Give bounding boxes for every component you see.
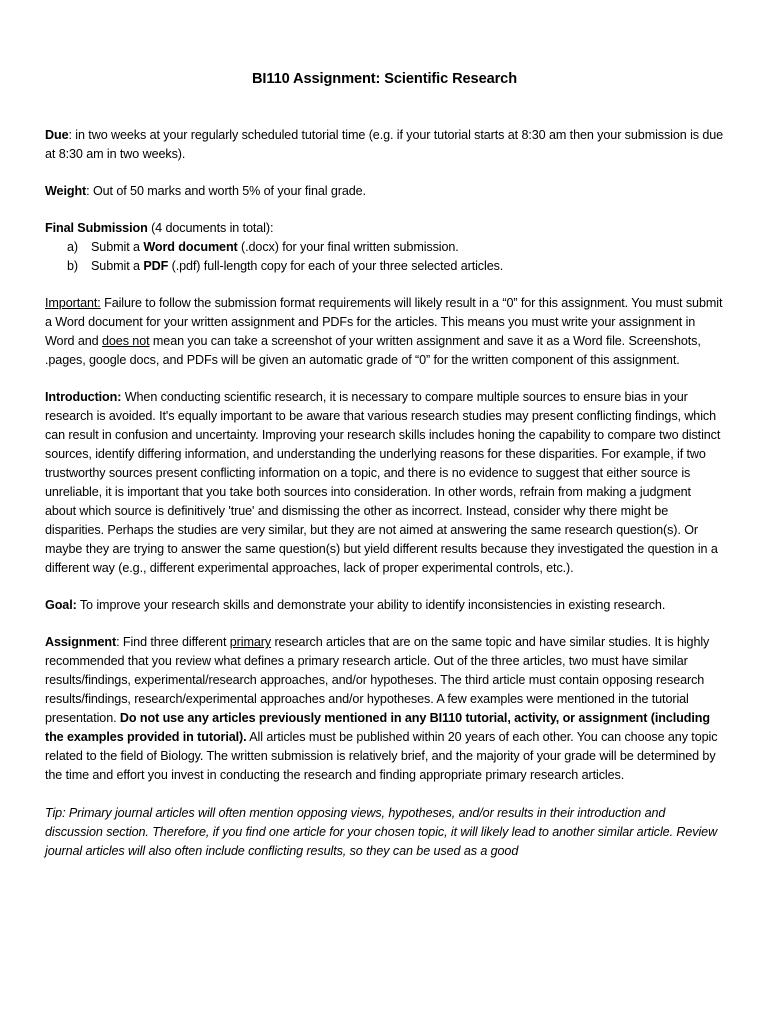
tip-text: Tip: Primary journal articles will often mention opposing views, hypotheses, and/or results in their introduction and discussion section. Therefore, if you find one article for your chosen topic, it will likely lead to another similar article. Review journal articles will also often include conflicting results, so they can be used as a good <box>45 806 718 858</box>
list-item-bold: PDF <box>143 259 169 273</box>
weight-paragraph <box>45 182 724 201</box>
list-item-text: Submit a <box>91 240 144 254</box>
list-item <box>67 257 724 276</box>
important-paragraph <box>45 294 724 370</box>
important-text-end: mean you can take a screenshot of your written assignment and save it as a Word file. Screenshots, .pages, google docs, and PDFs will be given an automatic grade of “0” for the written component of this assignment. <box>45 334 701 367</box>
important-label: Important: <box>45 296 101 310</box>
assignment-underline: primary <box>229 635 272 649</box>
important-text: Failure to follow the submission format requirements will likely result in a “0” for this assignment. You must submit a Word document for your written assignment and PDFs for the articles. This means you must write your assignment in Word and <box>45 296 723 348</box>
assignment-text: : Find three different <box>116 635 230 649</box>
introduction-paragraph <box>45 388 724 578</box>
list-item-text: Submit a <box>91 259 144 273</box>
assignment-bold-warning: Do not use any articles previously mentioned in any BI110 tutorial, activity, or assignment (including the examples provided in tutorial). <box>45 711 710 744</box>
introduction-text: When conducting scientific research, it is necessary to compare multiple sources to ensure bias in your research is avoided. It's equally important to be aware that various research studies may present conflicting findings, which can result in confusion and uncertainty. Improving your research skills includes honing the capability to compare two distinct sources, identify differing information, and understanding the underlying reasons for these disparities. For example, if two trustworthy sources present conflicting information on a topic, and there is no evidence to suggest that either source is unreliable, it is important that you take both sources into consideration. In other words, refrain from making a judgment about which source is definitively 'true' and dismissing the other as incorrect. Instead, consider why there might be disparities. Perhaps the studies are very similar, but they are not aimed at answering the same research question(s). Or maybe they are trying to answer the same question(s) but yield different results because they investigated the question in a different way (e.g., different experimental approaches, lack of proper experimental controls, etc.). <box>45 390 721 575</box>
list-item <box>67 238 724 257</box>
list-item-text-end: (.docx) for your final written submission. <box>237 240 459 254</box>
assignment-text-middle: research articles that are on the same topic and have similar studies. It is highly recommended that you review what defines a primary research article. Out of the three articles, two must have similar results/findings, experimental/research approaches, and/or hypotheses. The third article must contain opposing research results/findings, research/experimental approaches and/or hypotheses. A few examples were mentioned in the tutorial presentation. <box>45 635 710 725</box>
assignment-label: Assignment <box>45 635 117 649</box>
final-submission-heading <box>45 219 724 238</box>
list-marker: a) <box>67 240 78 254</box>
assignment-paragraph <box>45 633 724 785</box>
assignment-text-end: All articles must be published within 20 years of each other. You can choose any topic related to the field of Biology. The written submission is relatively brief, and the majority of your grade will be determined by the time and effort you invest in conducting the research and finding appropriate primary research articles. <box>45 730 718 782</box>
important-underline: does not <box>101 334 150 348</box>
list-marker: b) <box>67 259 78 273</box>
tip-paragraph <box>45 804 724 861</box>
due-label: Due <box>45 128 69 142</box>
goal-label: Goal: <box>45 598 77 612</box>
due-text: : in two weeks at your regularly scheduled tutorial time (e.g. if your tutorial starts at 8:30 am then your submission is due at 8:30 am in two weeks). <box>45 128 724 161</box>
goal-text: To improve your research skills and demonstrate your ability to identify inconsistencies in existing research. <box>76 598 666 612</box>
submission-list <box>45 238 724 276</box>
final-submission-text: (4 documents in total): <box>147 221 274 235</box>
due-paragraph <box>45 126 724 164</box>
final-submission-label: Final Submission <box>45 221 148 235</box>
weight-label: Weight <box>45 184 87 198</box>
goal-paragraph <box>45 596 724 615</box>
list-item-text-end: (.pdf) full-length copy for each of your three selected articles. <box>168 259 504 273</box>
weight-text: : Out of 50 marks and worth 5% of your final grade. <box>86 184 366 198</box>
final-submission-section <box>45 219 724 276</box>
list-item-bold: Word document <box>143 240 238 254</box>
introduction-label: Introduction: <box>45 390 122 404</box>
page-title: BI110 Assignment: Scientific Research <box>251 71 518 87</box>
